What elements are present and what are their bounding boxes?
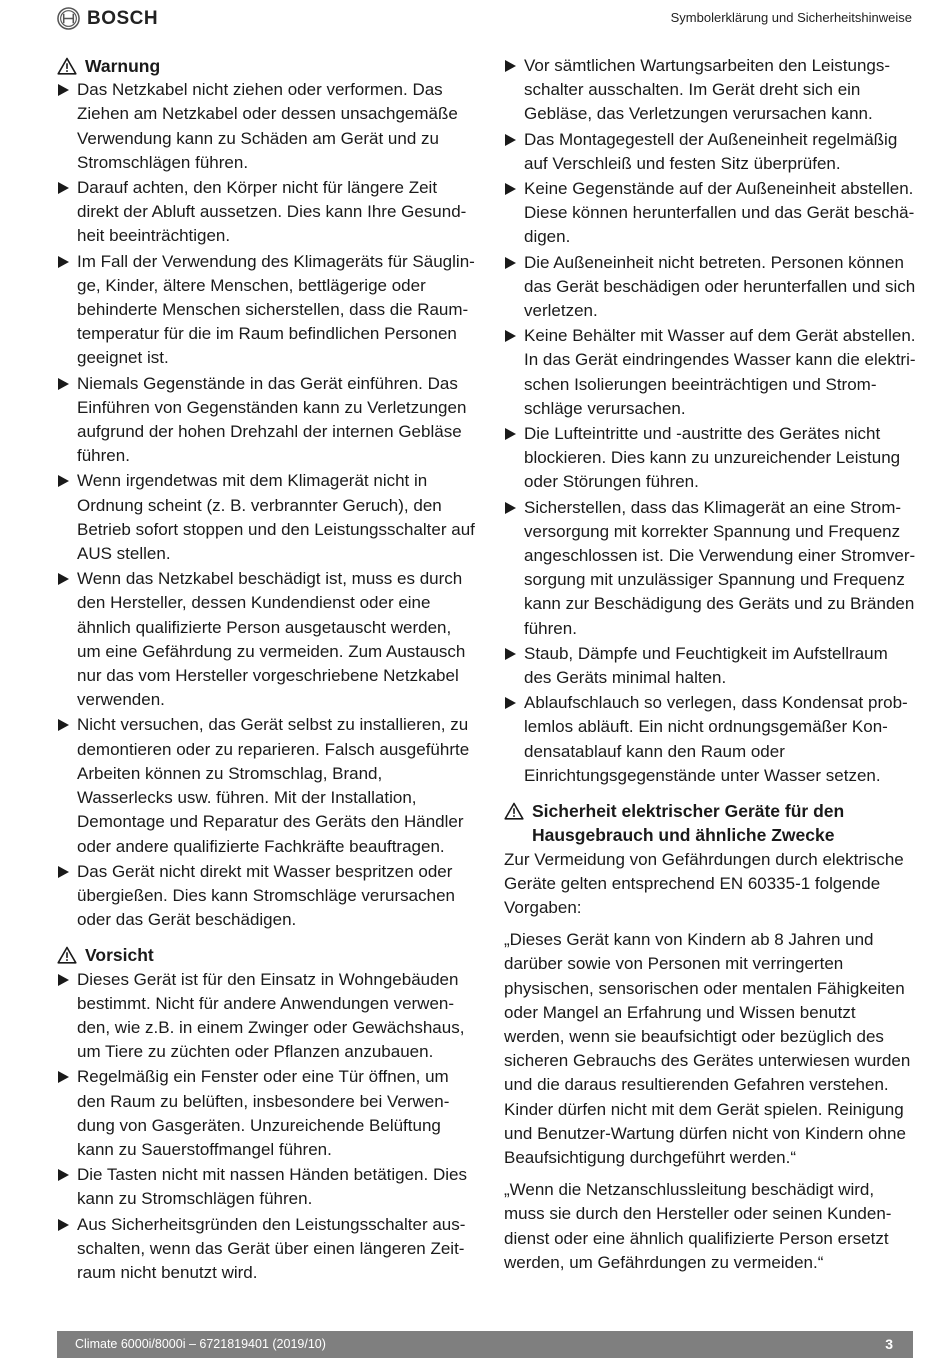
caution-title: Vorsicht xyxy=(85,945,154,966)
bullet-arrow-icon xyxy=(58,475,69,487)
bullet-arrow-icon xyxy=(58,256,69,268)
warning-heading xyxy=(57,54,477,78)
bullet-arrow-icon xyxy=(505,330,516,342)
bullet-arrow-icon xyxy=(58,1219,69,1231)
page-footer xyxy=(57,1331,913,1358)
list-item: Die Lufteintritte und -austritte des Gerätes nicht blockieren. Dies kann zu unzureichender Leistung oder Störungen führen. xyxy=(504,422,916,495)
list-item: Aus Sicherheitsgründen den Leistungsschalter ausschalten, wenn das Gerät über einen längeren Zeitraum nicht benutzt wird. xyxy=(57,1213,477,1286)
bullet-arrow-icon xyxy=(58,573,69,585)
caution-heading xyxy=(57,943,477,967)
warning-triangle-icon xyxy=(504,802,524,820)
quote-paragraph: „Dieses Gerät kann von Kindern ab 8 Jahren und darüber sowie von Personen mit verringerten physischen, sensorischen oder mentalen Fähigkeiten oder Mangel an Erfahrung und Wissen benutzt werden, wenn sie beaufsichtigt oder bezüglich des sicheren Gebrauchs des Gerätes unterwiesen wurden und die daraus resultierenden Gefahren verstehen. Kinder dürfen nicht mit dem Gerät spielen. Reinigung und Benutzer-Wartung dürfen nicht von Kindern ohne Beaufsichtigung durchgeführt werden.“ xyxy=(504,930,911,1167)
bosch-logo xyxy=(57,7,158,30)
bullet-arrow-icon xyxy=(58,974,69,986)
list-item: Wenn irgendetwas mit dem Klimagerät nicht in Ordnung scheint (z. B. verbrannter Geruch), den Betrieb sofort stoppen und den Leistungsschalter auf AUS stellen. xyxy=(57,469,477,566)
list-item: Ablaufschlauch so verlegen, dass Kondensat problemlos abläuft. Ein nicht ordnungsgemäßer Kondensatablauf kann den Raum oder Einrichtungsgegenstände unter Wasser setzen. xyxy=(504,691,916,788)
bosch-armature-icon xyxy=(57,7,80,30)
bullet-arrow-icon xyxy=(505,502,516,514)
list-item: Keine Gegenstände auf der Außeneinheit abstellen. Diese können herunterfallen und das Gerät beschädigen. xyxy=(504,177,916,250)
intro-paragraph: Zur Vermeidung von Gefährdungen durch elektrische Geräte gelten entsprechend EN 60335-1 folgende Vorgaben: xyxy=(504,849,904,917)
bullet-arrow-icon xyxy=(505,648,516,660)
electrical-safety-heading xyxy=(504,799,916,847)
section-title: Symbolerklärung und Sicherheitshinweise xyxy=(670,10,912,25)
list-item: Sicherstellen, dass das Klimagerät an eine Stromversorgung mit korrekter Spannung und Frequenz angeschlossen ist. Die Verwendung einer Stromversorgung mit unzulässiger Spannung und Frequenz kann zur Beschädigung des Geräts und zu Bränden führen. xyxy=(504,496,916,641)
caution-list xyxy=(57,968,477,1286)
list-item: Darauf achten, den Körper nicht für längere Zeit direkt der Abluft aussetzen. Dies kann Ihre Gesundheit beeinträchtigen. xyxy=(57,176,477,249)
list-item: Nicht versuchen, das Gerät selbst zu installieren, zu demontieren oder zu reparieren. Falsch ausgeführte Arbeiten können zu Stromschlag, Brand, Wasserlecks usw. führen. Mit der Installation, Demontage und Reparatur des Geräts den Händler oder andere qualifizierte Fachkräfte beauftragen. xyxy=(57,713,477,858)
bullet-arrow-icon xyxy=(58,1169,69,1181)
left-column xyxy=(57,54,477,1286)
list-item: Keine Behälter mit Wasser auf dem Gerät abstellen. In das Gerät eindringendes Wasser kann die elektrischen Isolierungen beeinträchtigen und Stromschläge verursachen. xyxy=(504,324,916,421)
warning-triangle-icon xyxy=(57,946,77,964)
warning-list xyxy=(57,78,477,932)
list-item: Vor sämtlichen Wartungsarbeiten den Leistungsschalter ausschalten. Im Gerät dreht sich ein Gebläse, das Verletzungen verursachen kann. xyxy=(504,54,916,127)
bullet-arrow-icon xyxy=(58,84,69,96)
bullet-arrow-icon xyxy=(58,1071,69,1083)
safety-list xyxy=(504,54,916,788)
bullet-arrow-icon xyxy=(505,257,516,269)
document-reference: Climate 6000i/8000i – 6721819401 (2019/10) xyxy=(75,1337,326,1351)
electrical-safety-title: Sicherheit elektrischer Geräte für den Hausgebrauch und ähnliche Zwecke xyxy=(532,801,845,846)
bullet-arrow-icon xyxy=(505,60,516,72)
list-item: Wenn das Netzkabel beschädigt ist, muss es durch den Hersteller, dessen Kundendienst oder eine ähnlich qualifizierte Person ausgetauscht werden, um eine Gefährdung zu vermeiden. Zum Austausch nur das vom Hersteller vorgeschriebene Netzkabel verwenden. xyxy=(57,567,477,712)
bullet-arrow-icon xyxy=(58,719,69,731)
list-item: Im Fall der Verwendung des Klimageräts für Säuglinge, Kinder, ältere Menschen, bettlägerige oder behinderte Menschen sicherstellen, dass die Raumtemperatur für die im Raum befindlichen Personen geeignet ist. xyxy=(57,250,477,371)
bullet-arrow-icon xyxy=(58,378,69,390)
page-header xyxy=(0,0,950,40)
list-item: Niemals Gegenstände in das Gerät einführen. Das Einführen von Gegenständen kann zu Verletzungen aufgrund der hohen Drehzahl der internen Gebläse führen. xyxy=(57,372,477,469)
list-item: Die Außeneinheit nicht betreten. Personen können das Gerät beschädigen oder herunterfallen und sich verletzen. xyxy=(504,251,916,324)
bullet-arrow-icon xyxy=(505,183,516,195)
warning-triangle-icon xyxy=(57,57,77,75)
list-item: Das Gerät nicht direkt mit Wasser bespritzen oder übergießen. Dies kann Stromschläge verursachen oder das Gerät beschädigen. xyxy=(57,860,477,933)
bullet-arrow-icon xyxy=(58,182,69,194)
bullet-arrow-icon xyxy=(505,697,516,709)
right-column xyxy=(504,54,916,1283)
bullet-arrow-icon xyxy=(505,134,516,146)
list-item: Staub, Dämpfe und Feuchtigkeit im Aufstellraum des Geräts minimal halten. xyxy=(504,642,916,690)
bullet-arrow-icon xyxy=(58,866,69,878)
warning-title: Warnung xyxy=(85,56,161,76)
list-item: Das Netzkabel nicht ziehen oder verformen. Das Ziehen am Netzkabel oder dessen unsachgemäße Verwendung kann zu Schäden am Gerät und zu Stromschlägen führen. xyxy=(57,78,477,175)
list-item: Die Tasten nicht mit nassen Händen betätigen. Dies kann zu Stromschlägen führen. xyxy=(57,1163,477,1211)
brand-name: BOSCH xyxy=(87,7,159,29)
page-number: 3 xyxy=(885,1336,893,1352)
list-item: Dieses Gerät ist für den Einsatz in Wohngebäuden bestimmt. Nicht für andere Anwendungen verwenden, wie z.B. in einem Zwinger oder Gewächshaus, um Tiere zu züchten oder Pflanzen anzubauen. xyxy=(57,968,477,1065)
quote-paragraph: „Wenn die Netzanschlussleitung beschädigt wird, muss sie durch den Hersteller oder seinen Kundendienst oder eine ähnlich qualifizierte Person ersetzt werden, um Gefährdungen zu vermeiden.“ xyxy=(504,1180,892,1272)
bullet-arrow-icon xyxy=(505,428,516,440)
list-item: Das Montagegestell der Außeneinheit regelmäßig auf Verschleiß und festen Sitz überprüfen. xyxy=(504,128,916,176)
list-item: Regelmäßig ein Fenster oder eine Tür öffnen, um den Raum zu belüften, insbesondere bei Verwendung von Gasgeräten. Unzureichende Belüftung kann zu Sauerstoffmangel führen. xyxy=(57,1065,477,1162)
